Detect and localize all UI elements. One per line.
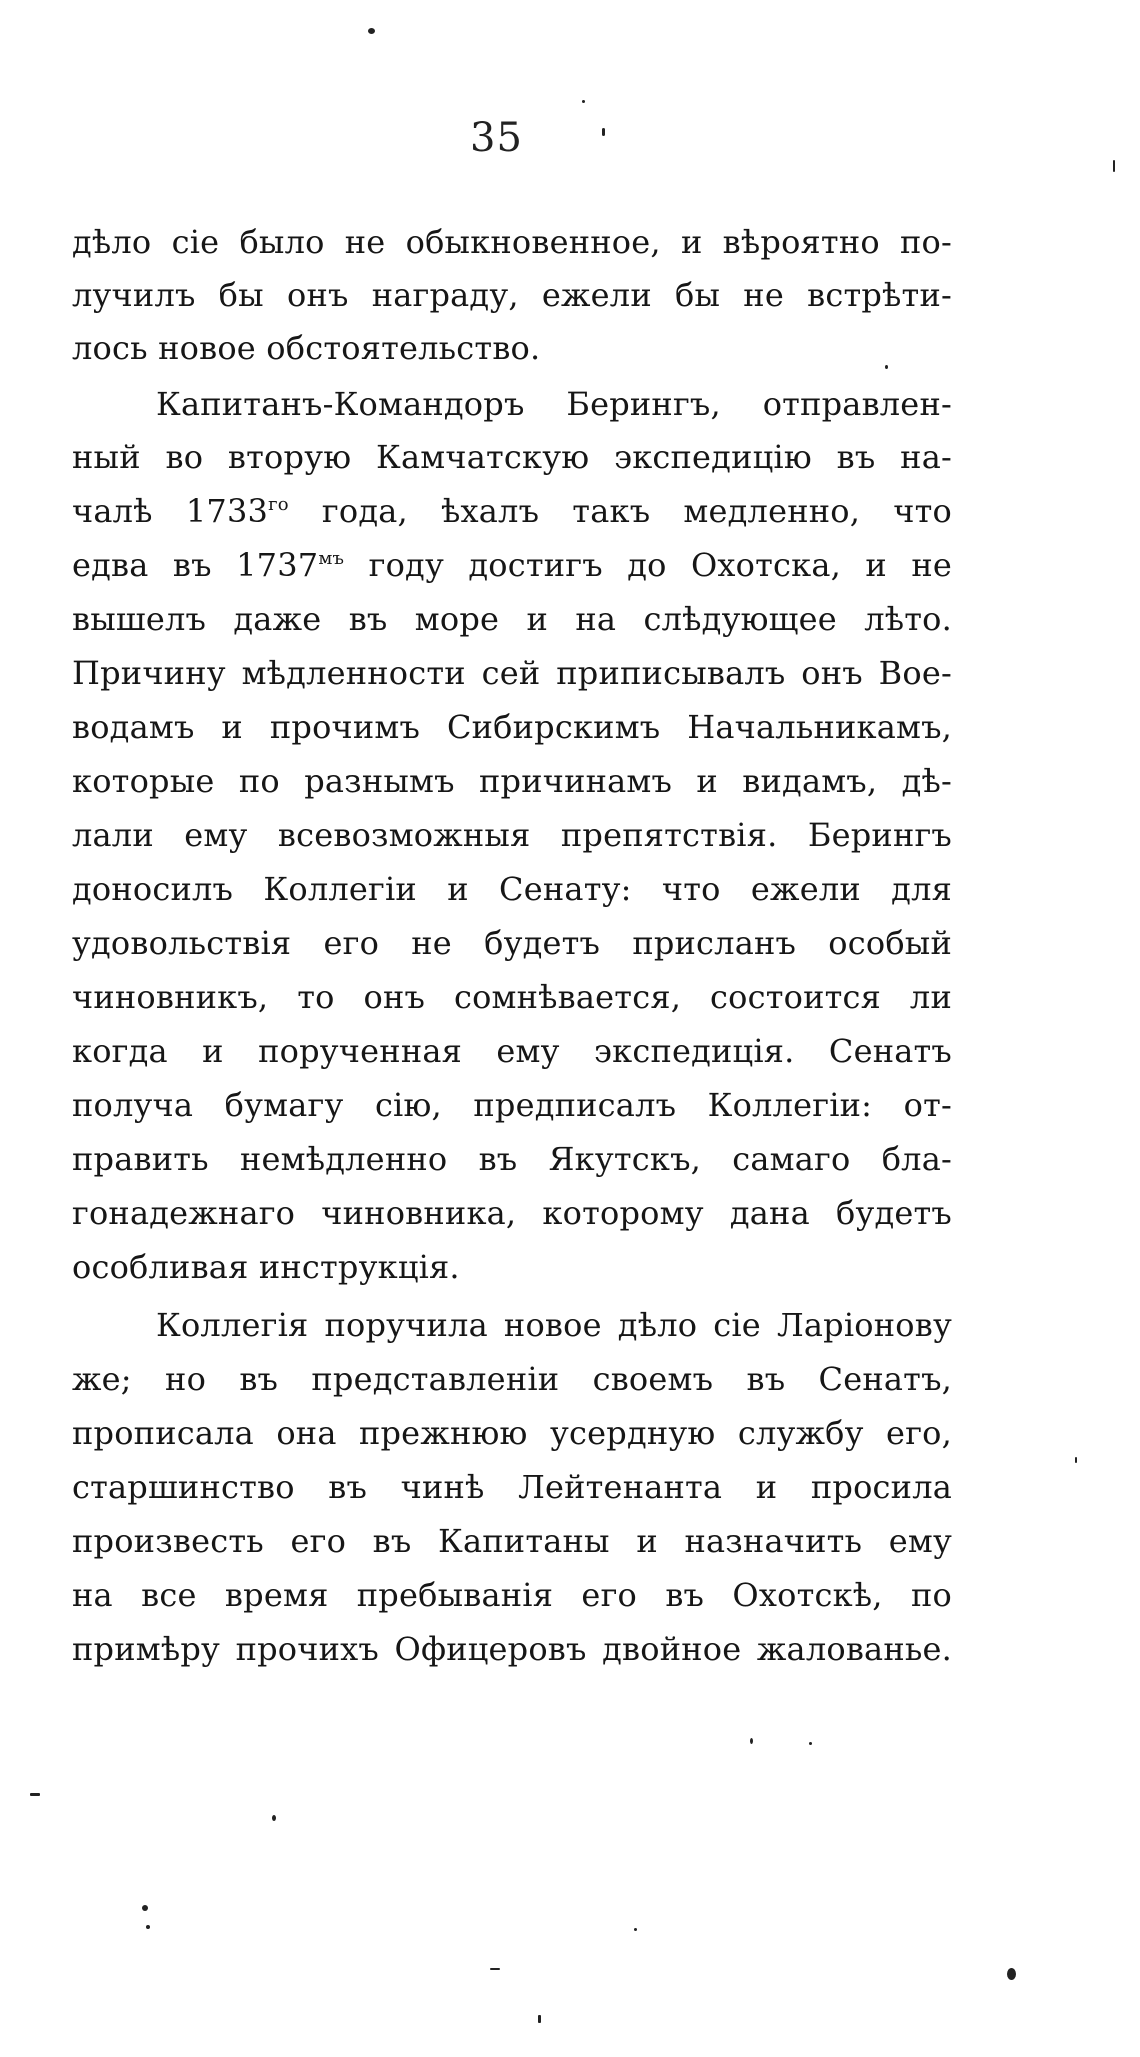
page-number: 35 (470, 115, 523, 161)
scan-speck (30, 1793, 40, 1796)
scan-speck (1075, 1457, 1077, 1463)
text-segment: года, ѣхалъ такъ медленно, что (288, 492, 952, 530)
text-line: водамъ и прочимъ Сибирскимъ Начальникамъ, (72, 708, 952, 746)
text-line: править немѣдленно въ Якутскъ, самаго бла- (72, 1140, 952, 1178)
scan-speck (634, 1928, 637, 1931)
text-line: на все время пребыванія его въ Охотскѣ, по (72, 1576, 952, 1614)
scan-speck (1113, 160, 1115, 172)
text-line: лось новое обстоятельство. (72, 329, 541, 367)
ordinal-suffix: го (268, 494, 289, 515)
text-line: гонадежнаго чиновника, которому дана будетъ (72, 1194, 952, 1232)
text-line: особливая инструкція. (72, 1248, 460, 1286)
scan-speck (368, 28, 375, 34)
text-line: получа бумагу сію, предписалъ Коллегіи: от- (72, 1086, 952, 1124)
text-line: старшинство въ чинѣ Лейтенанта и просила (72, 1468, 952, 1506)
text-line: Капитанъ-Командоръ Берингъ, отправлен- (156, 385, 952, 423)
text-line: которые по разнымъ причинамъ и видамъ, дѣ- (72, 762, 952, 800)
text-line (72, 491, 952, 531)
text-line: ный во вторую Камчатскую экспедицію въ на- (72, 438, 952, 476)
text-line: Причину мѣдленности сей приписывалъ онъ Вое- (72, 654, 952, 692)
scan-speck (602, 128, 605, 136)
scan-speck (146, 1925, 150, 1929)
scan-speck (1007, 1968, 1016, 1980)
scan-speck (582, 100, 585, 103)
text-line: произвесть его въ Капитаны и назначить ему (72, 1522, 952, 1560)
text-line: когда и порученная ему экспедиція. Сенатъ (72, 1032, 952, 1070)
text-line: дѣло сіе было не обыкновенное, и вѣроятно по- (72, 223, 952, 261)
scan-speck (538, 2015, 541, 2023)
text-line: Коллегія поручила новое дѣло сіе Ларіонову (156, 1306, 952, 1344)
text-line: удовольствія его не будетъ присланъ особый (72, 924, 952, 962)
text-segment: чалѣ 1733 (72, 492, 269, 530)
text-line: лучилъ бы онъ награду, ежели бы не встрѣти- (72, 276, 952, 314)
ordinal-suffix: мъ (318, 548, 345, 569)
text-segment: едва въ 1737 (72, 546, 319, 584)
text-line: доносилъ Коллегіи и Сенату: что ежели для (72, 870, 952, 908)
scan-speck (142, 1905, 148, 1911)
text-line: прописала она прежнюю усердную службу его, (72, 1414, 952, 1452)
text-line: чиновникъ, то онъ сомнѣвается, состоится ли (72, 978, 952, 1016)
scan-speck (750, 1738, 753, 1744)
text-line: лали ему всевозможныя препятствія. Берингъ (72, 816, 952, 854)
text-line: же; но въ представленіи своемъ въ Сенатъ, (72, 1360, 952, 1398)
scan-speck (809, 1742, 812, 1745)
text-line: вышелъ даже въ море и на слѣдующее лѣто. (72, 600, 952, 638)
scan-speck (885, 365, 888, 369)
scan-speck (490, 1968, 500, 1970)
text-line (72, 545, 952, 585)
text-segment: году достигъ до Охотска, и не (344, 546, 953, 584)
text-line: примѣру прочихъ Офицеровъ двойное жалованье. (72, 1630, 952, 1668)
scan-speck (272, 1815, 276, 1821)
